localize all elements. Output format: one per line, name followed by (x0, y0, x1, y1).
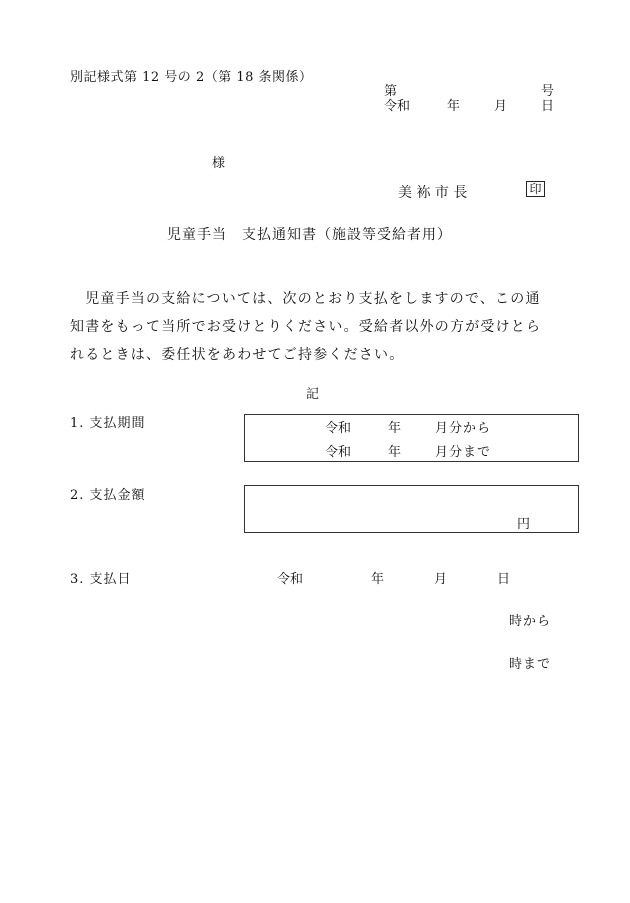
document-title: 児童手当 支払通知書（施設等受給者用） (167, 227, 452, 243)
ki-heading: 記 (306, 387, 320, 402)
date-year: 年 (371, 572, 385, 587)
period-to-year: 年 (388, 445, 402, 460)
seal-mark: 印 (526, 181, 545, 197)
header-year: 年 (447, 99, 461, 114)
period-box (244, 414, 579, 462)
amount-box (244, 485, 579, 533)
body-line: 児童手当の支給については、次のとおり支払をしますので、この通 (70, 291, 541, 307)
header-month: 月 (494, 99, 508, 114)
period-from-month: 月分から (435, 421, 492, 436)
time-to: 時まで (509, 657, 552, 672)
period-from-era: 令和 (325, 421, 352, 436)
issuer-name: 美 袮 市 長 (398, 185, 468, 201)
period-to-era: 令和 (325, 445, 352, 460)
date-day: 日 (497, 572, 511, 587)
number-prefix: 第 (384, 84, 398, 99)
addressee-suffix: 様 (212, 156, 226, 171)
body-line: 知書をもって当所でお受けとりください。受給者以外の方が受けとら (70, 319, 542, 335)
header-day: 日 (541, 99, 555, 114)
date-label: 3. 支払日 (70, 572, 132, 587)
form-label: 別記様式第 12 号の 2（第 18 条関係） (70, 70, 313, 85)
date-era: 令和 (277, 572, 304, 587)
header-era: 令和 (384, 99, 411, 114)
body-line: れるときは、委任状をあわせてご持参ください。 (70, 347, 405, 363)
body-paragraph (70, 285, 560, 369)
time-from: 時から (509, 614, 552, 629)
amount-label: 2. 支払金額 (70, 488, 146, 503)
period-from-year: 年 (388, 421, 402, 436)
amount-unit: 円 (517, 517, 531, 532)
period-to-month: 月分まで (435, 445, 492, 460)
number-suffix: 号 (541, 84, 555, 99)
period-label: 1. 支払期間 (70, 416, 146, 431)
date-month: 月 (434, 572, 448, 587)
